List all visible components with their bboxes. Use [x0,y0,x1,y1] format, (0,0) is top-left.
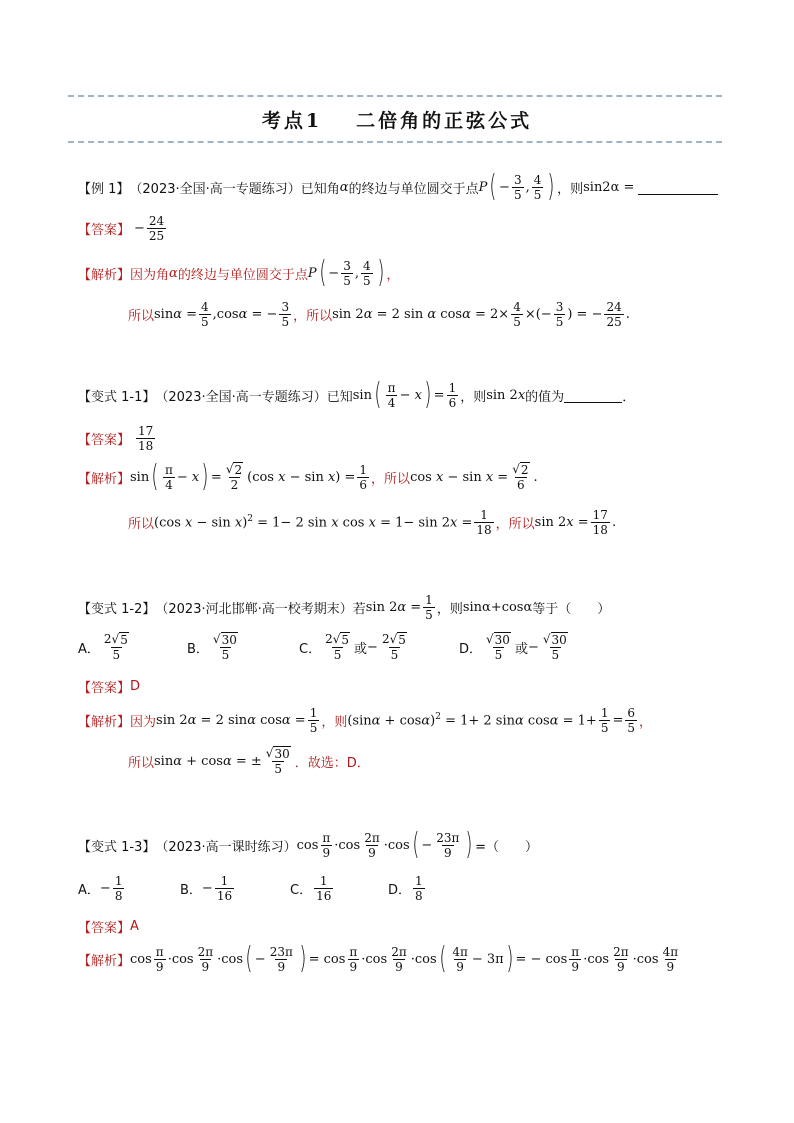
option-label: C． [290,883,313,898]
fraction: √ 2 2 [225,462,243,492]
fraction: $\frac{\pi}{9}$ [349,944,358,974]
math: − [134,221,145,236]
math: . [611,515,617,530]
source: （2023·河北邯郸·高一校考期末） [155,602,353,617]
solution-tag: 【解析】 [78,715,131,730]
math: − x [176,469,200,485]
math: cos x − sin x = [410,469,509,485]
q-text: =（ ） [475,839,539,855]
math: = − cos [515,951,568,967]
answer-tag: 【答案】 [78,681,131,696]
var12-option-b[interactable] [187,632,242,662]
fraction: √ 30 5 [265,746,290,776]
paren: ( [489,169,497,204]
math: ·cos [632,951,659,967]
option-label: A． [78,883,100,898]
math: sin2α = [583,179,635,195]
paren: ) [547,169,555,204]
sol-text: ．故选：D． [294,755,370,771]
fraction: $\frac{1}{5}$ [600,706,609,735]
example1-solution-line2 [128,300,630,329]
fraction: $\frac{2\pi}{9}$ [391,944,407,974]
paren: ) [506,941,514,976]
fraction: $\frac{3}{5}$ [513,172,522,202]
fraction: $\frac{24}{25}$ [606,300,622,329]
title-text: 二倍角的正弦公式 [356,110,533,132]
fraction: $\frac{4}{5}$ [201,300,209,329]
answer-fraction: $\frac{24}{25}$ [148,214,165,243]
math: = [210,469,222,485]
math: − [201,881,213,896]
point-p: P [307,265,317,281]
math: cos [296,837,319,853]
or-text: 或 [514,641,528,657]
example-tag: 【变式 1-2】 [78,602,156,617]
paren: ) [299,941,307,976]
math: sin 2α = [365,600,422,615]
answer-tag: 【答案】 [78,433,131,448]
var11-question [78,377,636,412]
example1-question [78,169,718,204]
var11-solution-line2 [128,508,616,537]
q-text: 若 [352,602,366,617]
example-tag: 【变式 1-1】 [78,389,156,405]
math: = [433,387,445,403]
var13-question [78,827,539,862]
paren: ( [245,941,253,976]
fraction: $\frac{4\pi}{9}$ [452,944,468,974]
fraction: $\frac{2\pi}{9}$ [197,944,214,974]
sol-text: 所以 [128,755,155,771]
math: ·cos [334,837,361,853]
source: （2023·高一课时练习） [155,839,297,855]
source: （2023·全国·高一专题练习） [155,389,327,405]
math: − [367,639,378,655]
option-label: D． [388,883,412,898]
fraction: √ 2 6 [512,462,529,492]
math: sin 2α = 2 sinα cosα = [156,713,306,728]
answer-blank[interactable] [564,388,622,403]
math: . [625,307,630,322]
q-text: 已知 [326,389,353,405]
var13-option-d[interactable] [388,874,427,903]
sol-text: ， [386,267,400,283]
fraction: $\frac{1}{6}$ [448,380,457,410]
math: sin 2α = 2 sin α cosα = 2× [332,307,510,322]
fraction: $\frac{1}{8}$ [415,874,423,903]
sol-text: 的终边与单位圆交于点 [177,267,308,283]
fraction: √ 30 5 [212,632,237,662]
paren: ( [438,941,447,976]
q-text: 的终边与单位圆交于点 [348,181,479,197]
paren: ) [424,377,432,412]
fraction: $\frac{1}{6}$ [359,462,368,492]
fraction: $\frac{1}{18}$ [476,508,492,537]
sol-text: ，所以 [495,517,535,532]
q-text: ，则 [436,602,463,617]
var13-option-c[interactable] [290,874,335,903]
fraction: 2√ 5 5 [325,632,350,662]
math: sin 2x [486,387,526,403]
var12-question [78,593,610,622]
fraction: $\frac{4}{5}$ [362,258,371,288]
paren: ) [201,459,209,494]
sol-text: ，则 [321,715,348,730]
example1-solution-line1 [78,255,400,290]
math: , [354,265,359,281]
math: ) = − [567,307,603,322]
fraction: $\frac{\pi}{4}$ [164,462,173,492]
math: sinα + cosα = ± [154,753,262,769]
fraction: $\frac{6}{5}$ [627,706,636,735]
sol-text: 所以 [128,517,155,532]
paren: ( [151,459,159,494]
var12-option-c[interactable] [299,632,411,662]
example-tag: 【变式 1-3】 [78,839,156,855]
fraction: $\frac{23\pi}{9}$ [269,944,293,974]
var13-solution-line1 [78,941,682,976]
title-number: 考点1 [261,110,323,132]
fraction: $\frac{2\pi}{9}$ [613,944,629,974]
fraction: $\frac{1}{16}$ [216,874,233,903]
option-label: C． [299,641,322,657]
fraction: $\frac{2\pi}{9}$ [364,830,380,860]
var13-option-b[interactable] [180,874,236,903]
alpha: α [169,265,178,281]
paren: ( [318,255,326,290]
or-text: 或 [354,641,368,657]
fraction: $\frac{4\pi}{9}$ [662,944,679,974]
q-text: ，则 [557,181,584,197]
sol-text: 因为角 [130,267,170,283]
var13-option-a[interactable] [78,874,126,903]
page-title [0,106,794,133]
fraction: $\frac{1}{16}$ [316,874,332,903]
example1-answer [78,214,168,243]
math: cos [130,951,152,967]
fraction: $\frac{1}{5}$ [425,593,433,622]
fraction: $\frac{4}{5}$ [513,300,521,329]
math: = [612,713,624,728]
fraction: $\frac{1}{5}$ [309,706,318,735]
fraction: $\frac{23\pi}{9}$ [436,830,460,860]
point-p: P [478,179,488,195]
answer-tag: 【答案】 [78,921,131,936]
sol-text: ，所以 [371,471,411,487]
fraction: $\frac{\pi}{9}$ [155,944,164,974]
math: − [328,265,340,281]
var12-solution-line1 [78,706,652,735]
math: = cos [308,951,346,967]
solution-tag: 【解析】 [78,953,131,969]
math: sinα+cosα [462,600,533,615]
var12-answer [78,677,140,696]
answer-blank[interactable] [638,180,718,195]
math: sin 2x = [534,515,589,530]
math: ·cos [217,951,244,967]
fraction: $\frac{4}{5}$ [533,172,542,202]
sol-text: ，所以 [293,309,333,324]
fraction: $\frac{\pi}{9}$ [322,830,331,860]
math: − [99,881,111,896]
math: (cos x − sin x)$^2$ = 1− 2 sin x cos x = 1− sin 2x = [154,514,473,531]
option-label: D． [459,641,483,657]
math: − [499,179,510,195]
fraction: √ 30 5 [486,632,510,662]
math: ·cos [361,951,388,967]
q-text: ． [622,389,636,405]
math: ×(− [524,307,552,322]
answer-value: D [130,679,141,694]
var13-answer [78,917,139,936]
option-label: B． [180,883,202,898]
var12-solution-line2 [128,746,370,776]
answer-value: A [130,919,139,934]
solution-tag: 【解析】 [78,471,131,487]
fraction: 2√ 5 5 [103,632,128,662]
top-divider [68,95,722,97]
option-label: A． [78,641,100,657]
paren: ) [465,827,473,862]
bottom-divider [68,141,722,143]
math: ·cos [583,951,610,967]
var11-answer [78,424,157,453]
fraction: $\frac{\pi}{4}$ [387,380,396,410]
sol-text: 因为 [130,715,157,730]
q-text: 的值为 [525,389,565,405]
solution-tag: 【解析】 [78,267,131,283]
fraction: √ 30 5 [542,632,567,662]
var12-option-d[interactable] [459,632,572,662]
paren: ( [411,827,420,862]
fraction: $\frac{3}{5}$ [281,300,290,329]
q-text: 已知角 [300,181,340,197]
source: （2023·全国·高一专题练习） [129,181,301,197]
answer-fraction: $\frac{17}{18}$ [138,424,154,453]
example-tag: 【例 1】 [78,181,130,197]
math: (cos x − sin x) = [247,469,356,485]
q-text: 等于（ ） [532,602,611,617]
math: − [527,639,539,655]
math: . [533,469,538,485]
option-label: B． [187,641,209,657]
fraction: 2√ 5 5 [381,632,406,662]
var12-option-a[interactable] [78,632,133,662]
math: , [525,179,530,195]
fraction: $\frac{1}{8}$ [114,874,123,903]
answer-tag: 【答案】 [78,223,131,238]
math: sinα = [154,307,198,322]
math: ·cos [383,837,410,853]
sol-text: ， [639,715,653,730]
math: sin [352,387,372,403]
sol-text: 所以 [128,309,155,324]
fraction: $\frac{\pi}{9}$ [571,944,580,974]
math: − [421,837,433,853]
fraction: $\frac{17}{18}$ [592,508,608,537]
math: − x [399,387,422,403]
math: sin [130,469,150,485]
var11-solution-line1 [78,459,538,494]
math: − 3π [471,951,504,967]
fraction: $\frac{3}{5}$ [343,258,351,288]
math: $(\sin\alpha + \cos\alpha)^2 = 1+ 2$ sinα cosα = 1+ [347,712,597,729]
math: ·cos [410,951,437,967]
math: − [254,951,266,967]
math: ·cos [167,951,194,967]
fraction: $\frac{3}{5}$ [555,300,564,329]
q-text: ，则 [460,389,487,405]
math: ,cosα = − [212,307,278,322]
paren: ( [374,377,382,412]
alpha: α [339,179,349,195]
paren: ) [376,255,384,290]
